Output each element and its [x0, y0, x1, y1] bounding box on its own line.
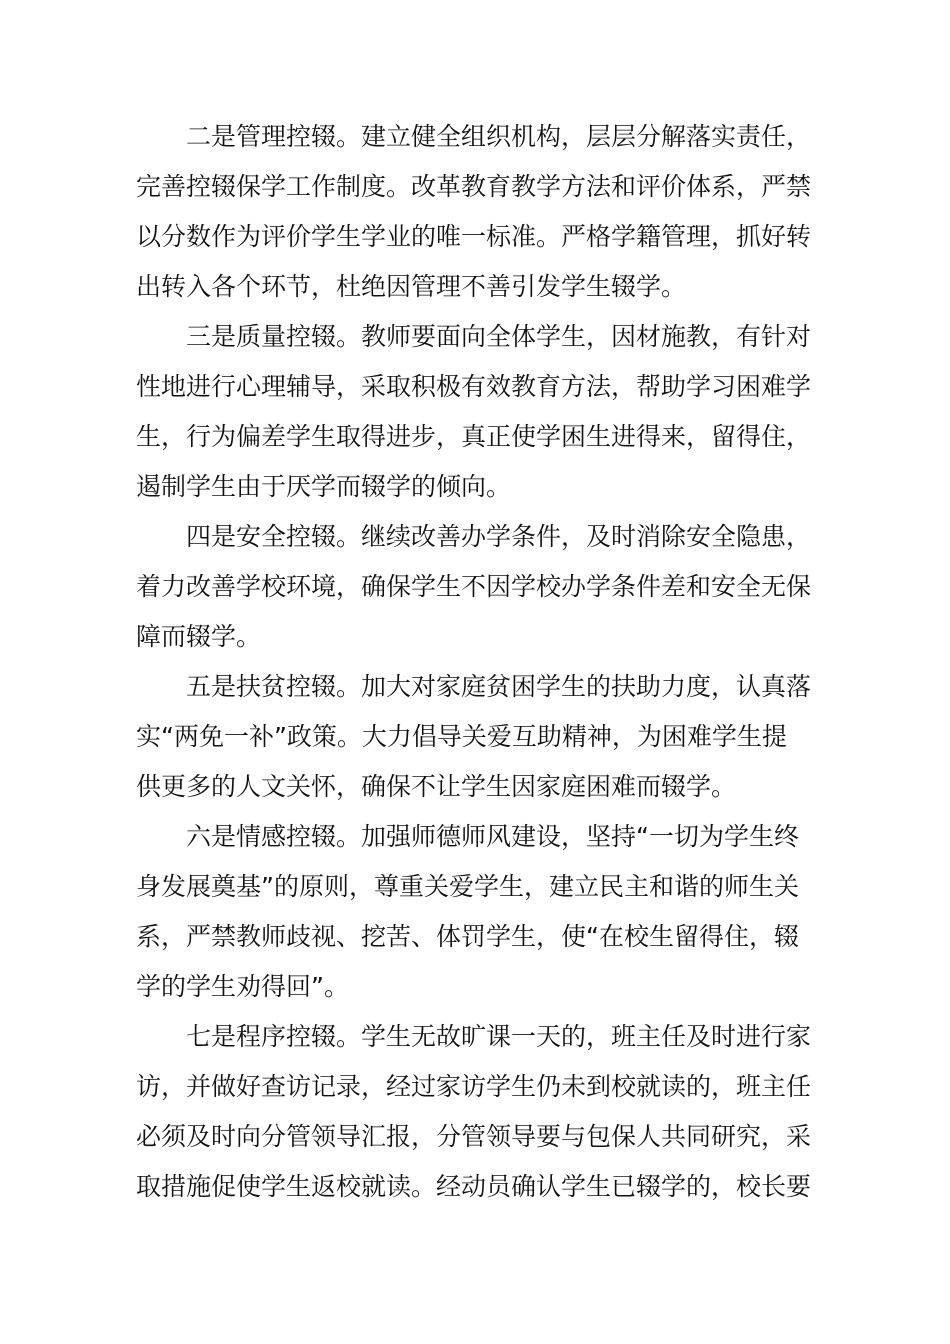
text-line: 学的学生劝得回”。 [136, 972, 349, 1001]
paragraph-safety [136, 512, 836, 662]
text-line: 性地进行心理辅导，采取积极有效教育方法，帮助学习困难学 [136, 372, 812, 401]
text-line: 系，严禁教师歧视、挖苦、体罚学生，使“在校生留得住，辍 [136, 922, 799, 951]
text-line: 出转入各个环节，杜绝因管理不善引发学生辍学。 [136, 272, 687, 301]
paragraph-management [136, 112, 836, 312]
text-line: 以分数作为评价学生学业的唯一标准。严格学籍管理，抓好转 [136, 222, 812, 251]
paragraph-procedure [136, 1012, 836, 1212]
text-line: 六是情感控辍。加强师德师风建设，坚持“一切为学生终 [186, 822, 799, 851]
text-line: 实“两免一补”政策。大力倡导关爱互助精神，为困难学生提 [136, 722, 787, 751]
text-line: 供更多的人文关怀，确保不让学生因家庭困难而辍学。 [136, 772, 737, 801]
paragraph-poverty [136, 662, 836, 812]
text-line: 生，行为偏差学生取得进步，真正使学困生进得来，留得住， [136, 422, 812, 451]
text-line: 三是质量控辍。教师要面向全体学生，因材施教，有针对 [186, 322, 812, 351]
paragraph-quality [136, 312, 836, 512]
document-body [136, 112, 836, 1212]
text-line: 必须及时向分管领导汇报，分管领导要与包保人共同研究，采 [136, 1122, 812, 1151]
text-line: 身发展奠基”的原则，尊重关爱学生，建立民主和谐的师生关 [136, 872, 799, 901]
text-line: 着力改善学校环境，确保学生不因学校办学条件差和安全无保 [136, 572, 812, 601]
text-line: 二是管理控辍。建立健全组织机构，层层分解落实责任， [186, 122, 812, 151]
paragraph-emotion [136, 812, 836, 1012]
text-line: 完善控辍保学工作制度。改革教育教学方法和评价体系，严禁 [136, 172, 812, 201]
text-line: 取措施促使学生返校就读。经动员确认学生已辍学的，校长要 [136, 1172, 812, 1201]
text-line: 障而辍学。 [136, 622, 262, 651]
text-line: 遏制学生由于厌学而辍学的倾向。 [136, 472, 512, 501]
text-line: 七是程序控辍。学生无故旷课一天的，班主任及时进行家 [186, 1022, 812, 1051]
text-line: 访，并做好查访记录，经过家访学生仍未到校就读的，班主任 [136, 1072, 812, 1101]
text-line: 四是安全控辍。继续改善办学条件，及时消除安全隐患， [186, 522, 812, 551]
text-line: 五是扶贫控辍。加大对家庭贫困学生的扶助力度，认真落 [186, 672, 812, 701]
